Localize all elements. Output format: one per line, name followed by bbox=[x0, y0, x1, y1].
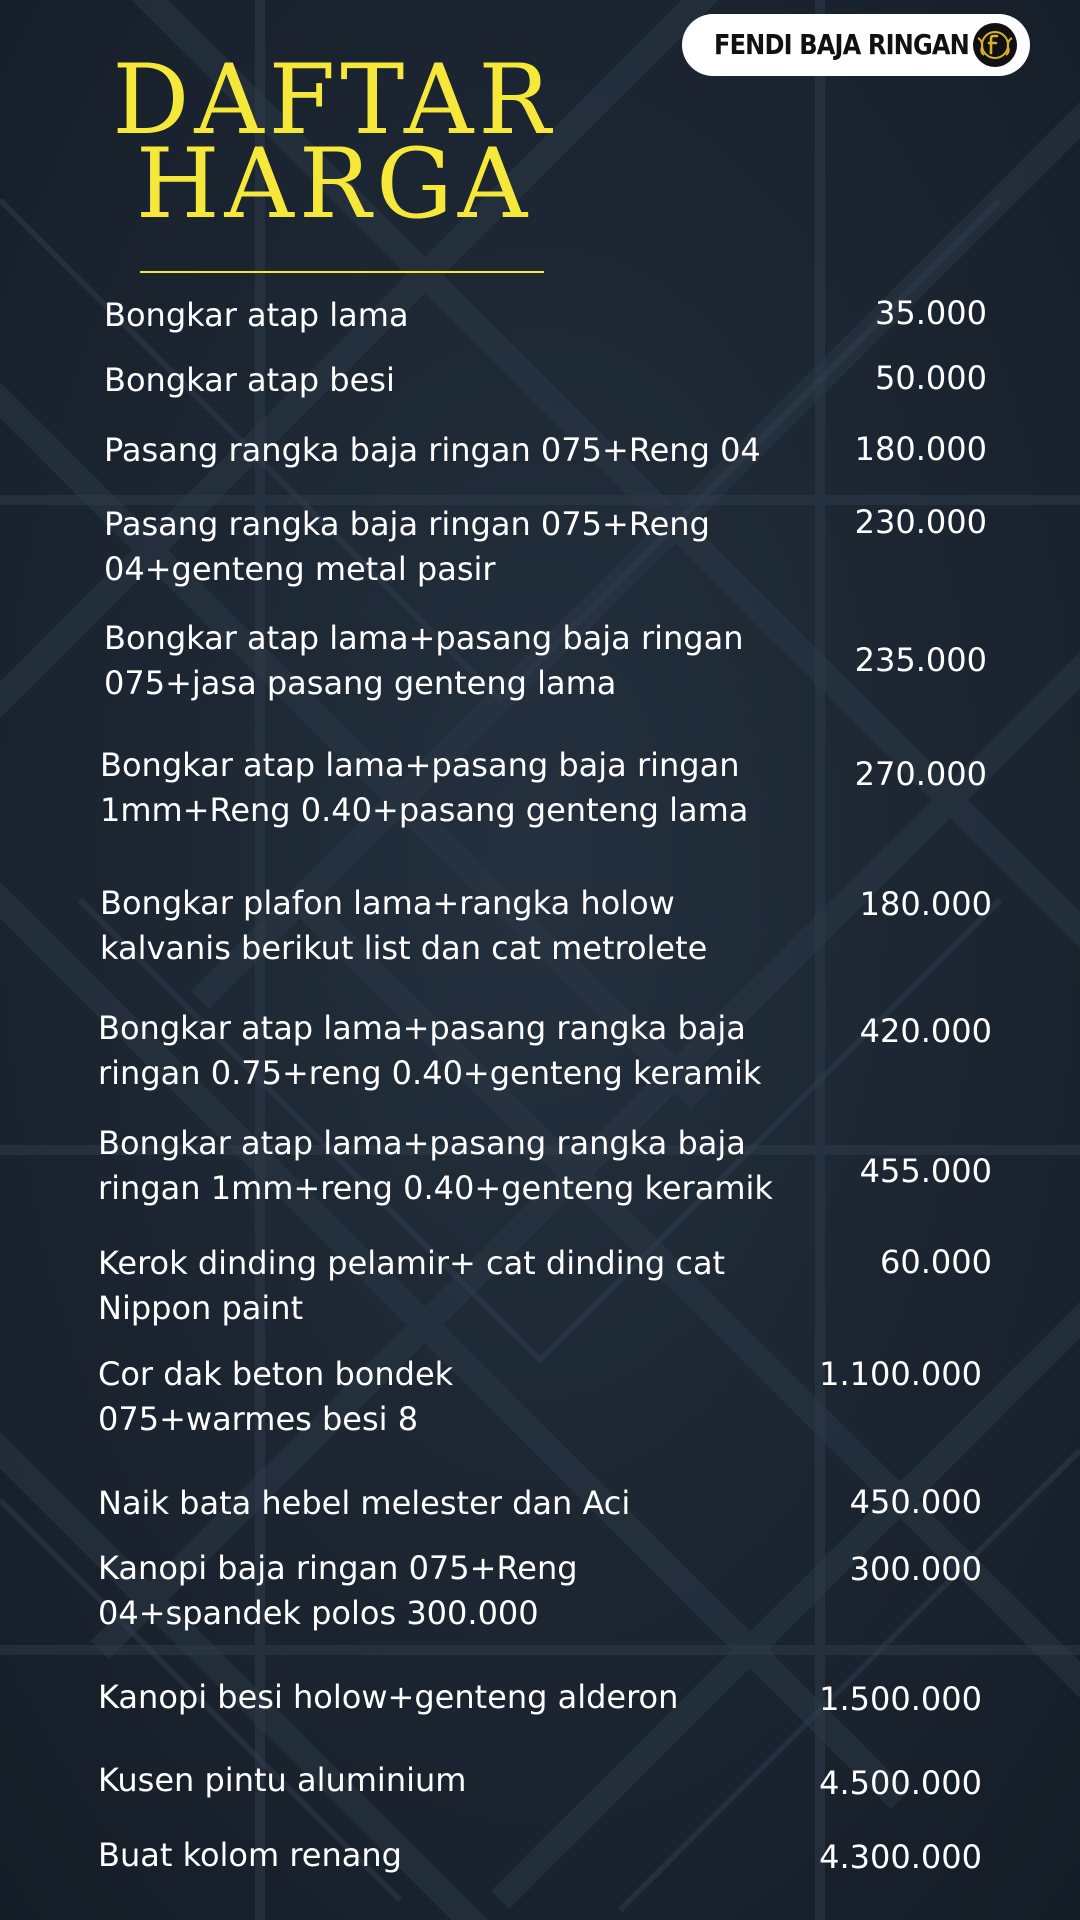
price-item-name: Bongkar atap lama+pasang baja ringan 1mm+Reng 0.40+pasang genteng lama bbox=[100, 746, 749, 829]
price-item-price: 4.500.000 bbox=[819, 1764, 982, 1802]
price-item-price: 50.000 bbox=[875, 359, 987, 397]
price-item-name: Bongkar atap besi bbox=[104, 361, 395, 399]
price-item-name: Kerok dinding pelamir+ cat dinding cat Nippon paint bbox=[98, 1244, 726, 1327]
page-title-line-1: DAFTAR bbox=[112, 44, 556, 156]
price-item-price: 235.000 bbox=[854, 641, 987, 679]
price-item-price: 60.000 bbox=[880, 1243, 992, 1281]
price-item-name: Buat kolom renang bbox=[98, 1836, 402, 1874]
price-item-price: 180.000 bbox=[859, 885, 992, 923]
price-item-price: 455.000 bbox=[859, 1152, 992, 1190]
brand-name: FENDI BAJA RINGAN bbox=[714, 28, 969, 61]
price-item-price: 180.000 bbox=[854, 430, 987, 468]
price-item-name: Pasang rangka baja ringan 075+Reng 04 bbox=[104, 431, 761, 469]
price-item-name: Bongkar plafon lama+rangka holow kalvanis berikut list dan cat metrolete bbox=[100, 884, 708, 967]
price-item-price: 1.100.000 bbox=[819, 1355, 982, 1393]
price-item-name: Cor dak beton bondek 075+warmes besi 8 bbox=[98, 1355, 454, 1438]
price-item-price: 270.000 bbox=[854, 755, 987, 793]
price-item-name: Naik bata hebel melester dan Aci bbox=[98, 1484, 631, 1522]
price-item-name: Kusen pintu aluminium bbox=[98, 1761, 467, 1799]
price-item-price: 4.300.000 bbox=[819, 1838, 982, 1876]
price-item-name: Bongkar atap lama+pasang rangka baja ringan 0.75+reng 0.40+genteng keramik bbox=[98, 1009, 762, 1092]
price-item-name: Kanopi baja ringan 075+Reng 04+spandek polos 300.000 bbox=[98, 1549, 578, 1632]
price-item-price: 1.500.000 bbox=[819, 1680, 982, 1718]
page-title-line-2: HARGA bbox=[135, 128, 533, 240]
price-item-name: Bongkar atap lama+pasang rangka baja ringan 1mm+reng 0.40+genteng keramik bbox=[98, 1124, 773, 1207]
price-item-price: 35.000 bbox=[875, 294, 987, 332]
price-item-name: Bongkar atap lama bbox=[104, 296, 409, 334]
price-item-name: Bongkar atap lama+pasang baja ringan 075+jasa pasang genteng lama bbox=[104, 619, 744, 702]
price-item-price: 300.000 bbox=[849, 1550, 982, 1588]
price-item-price: 420.000 bbox=[859, 1012, 992, 1050]
price-item-name: Kanopi besi holow+genteng alderon bbox=[98, 1678, 679, 1716]
price-item-price: 450.000 bbox=[849, 1483, 982, 1521]
price-item-name: Pasang rangka baja ringan 075+Reng 04+genteng metal pasir bbox=[104, 505, 710, 588]
price-item-price: 230.000 bbox=[854, 503, 987, 541]
